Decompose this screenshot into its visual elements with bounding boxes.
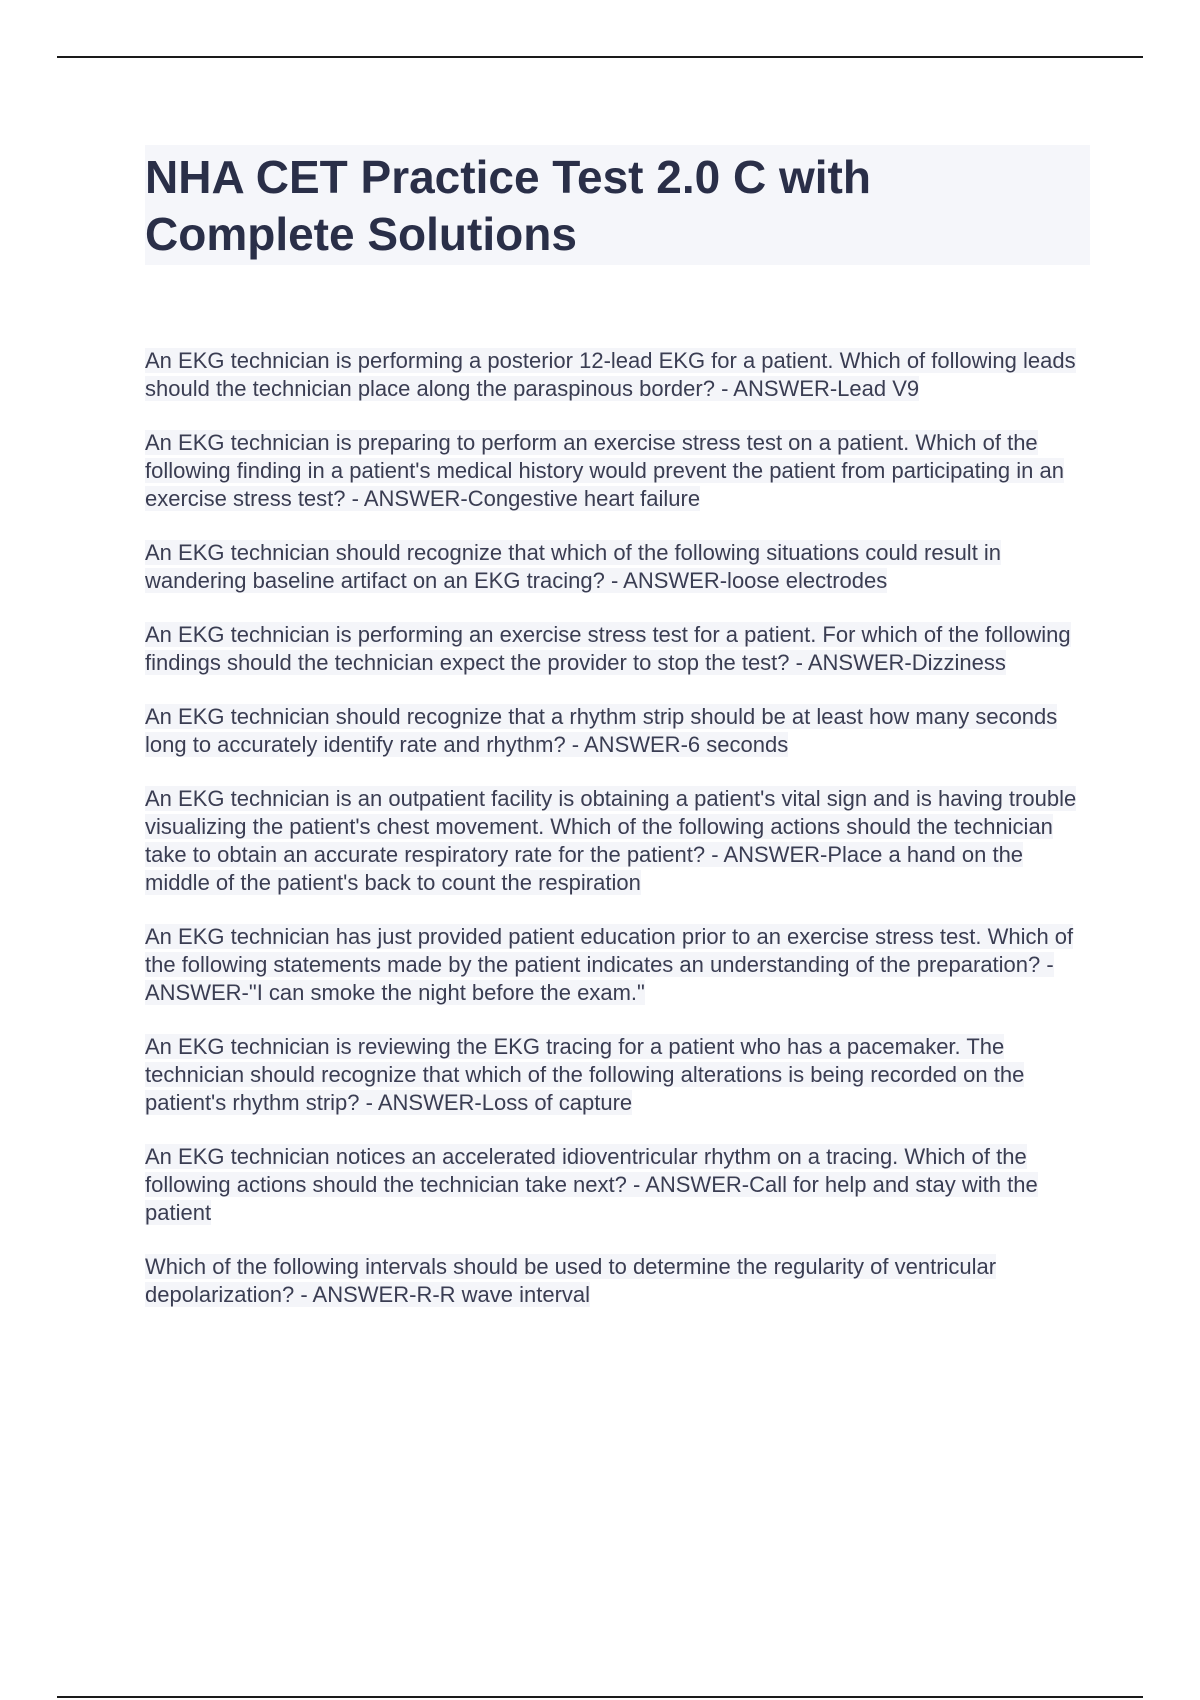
qa-item xyxy=(145,923,1090,1007)
qa-item xyxy=(145,785,1090,897)
document-title: NHA CET Practice Test 2.0 C with Complete Solutions xyxy=(145,151,871,260)
qa-text: An EKG technician is preparing to perform an exercise stress test on a patient. Which of the following finding in a patient's medical history would prevent the patient from participating in an exercise stress test? - ANSWER-Congestive heart failure xyxy=(145,430,1064,511)
qa-text: An EKG technician is an outpatient facility is obtaining a patient's vital sign and is having trouble visualizing the patient's chest movement. Which of the following actions should the technician take to obtain an accurate respiratory rate for the patient? - ANSWER-Place a hand on the middle of the patient's back to count the respiration xyxy=(145,786,1077,895)
title-block xyxy=(145,145,1090,265)
qa-text: Which of the following intervals should be used to determine the regularity of ventricular depolarization? - ANSWER-R-R wave interval xyxy=(145,1254,997,1307)
qa-item xyxy=(145,539,1090,595)
document-body xyxy=(145,145,1090,1335)
qa-item xyxy=(145,1253,1090,1309)
qa-item xyxy=(145,703,1090,759)
qa-text: An EKG technician notices an accelerated idioventricular rhythm on a tracing. Which of the following actions should the technician take next? - ANSWER-Call for help and stay with the patient xyxy=(145,1144,1038,1225)
qa-text: An EKG technician should recognize that which of the following situations could result in wandering baseline artifact on an EKG tracing? - ANSWER-loose electrodes xyxy=(145,540,1002,593)
qa-text: An EKG technician is performing a posterior 12-lead EKG for a patient. Which of following leads should the technician place along the paraspinous border? - ANSWER-Lead V9 xyxy=(145,348,1076,401)
qa-item xyxy=(145,1033,1090,1117)
qa-list xyxy=(145,347,1090,1309)
qa-item xyxy=(145,429,1090,513)
qa-text: An EKG technician is performing an exercise stress test for a patient. For which of the following findings should the technician expect the provider to stop the test? - ANSWER-Dizziness xyxy=(145,622,1071,675)
qa-item xyxy=(145,347,1090,403)
qa-text: An EKG technician is reviewing the EKG tracing for a patient who has a pacemaker. The technician should recognize that which of the following alterations is being recorded on the patient's rhythm strip? - ANSWER-Loss of capture xyxy=(145,1034,1025,1115)
top-divider xyxy=(57,56,1143,58)
bottom-divider xyxy=(57,1696,1143,1698)
qa-item xyxy=(145,621,1090,677)
qa-text: An EKG technician has just provided patient education prior to an exercise stress test. Which of the following statements made by the patient indicates an understanding of the preparation? - ANSWER-"I can smoke the night before the exam." xyxy=(145,924,1074,1005)
qa-text: An EKG technician should recognize that a rhythm strip should be at least how many seconds long to accurately identify rate and rhythm? - ANSWER-6 seconds xyxy=(145,704,1058,757)
qa-item xyxy=(145,1143,1090,1227)
